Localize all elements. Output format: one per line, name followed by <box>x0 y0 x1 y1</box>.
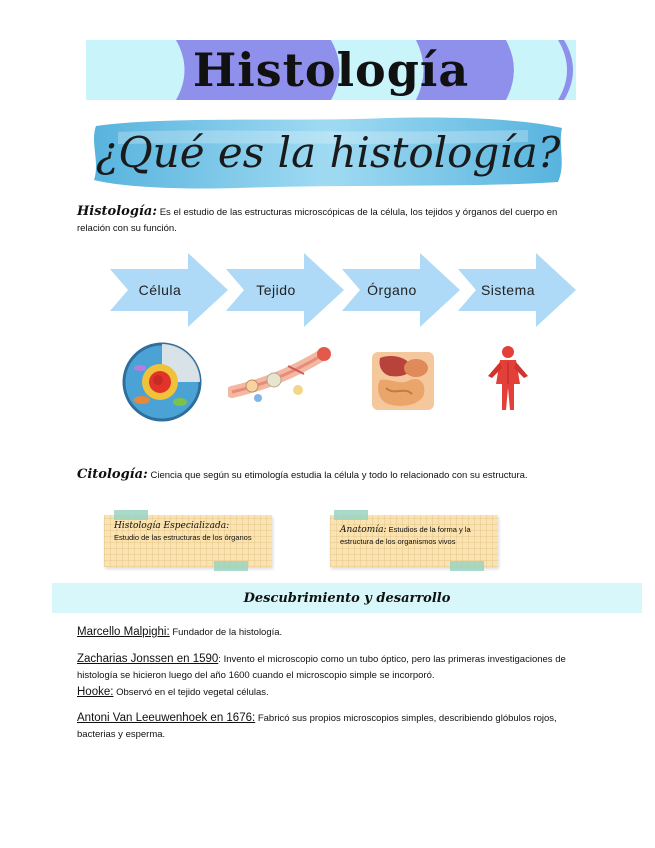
scientist-description: Fundador de la histología. <box>172 627 283 638</box>
history-entry <box>77 684 587 701</box>
arrow-label-tejido: Tejido <box>256 282 296 298</box>
history-entry <box>77 710 587 743</box>
page-title: Histología <box>192 43 470 97</box>
note-title: Anatomía: <box>340 525 387 535</box>
citologia-text: Ciencia que según su etimología estudia la célula y todo lo relacionado con su estructura. <box>150 470 528 481</box>
question-banner <box>88 112 568 192</box>
arrow-tejido <box>226 253 344 327</box>
tape-bottom <box>214 561 248 571</box>
note-body: Estudios de la forma y la estructura de los organismos vivos <box>340 525 471 546</box>
scientist-name: Antoni Van Leeuwenhoek en 1676: <box>77 712 256 724</box>
citologia-term: Citología: <box>77 467 148 482</box>
arrow-label-celula: Célula <box>138 282 182 298</box>
tissue-icon <box>228 346 338 411</box>
tape-bottom <box>450 561 484 571</box>
note-anatomia <box>330 515 498 567</box>
definition-paragraph <box>77 204 577 237</box>
organ-icon <box>370 350 436 417</box>
definition-text: Es el estudio de las estructuras microscópicas de la célula, los tejidos y órganos del cuerpo en relación con su función. <box>77 207 558 234</box>
arrow-label-sistema: Sistema <box>480 282 536 298</box>
title-banner <box>86 40 576 100</box>
note-body: Estudio de las estructuras de los órganos <box>114 533 252 542</box>
muscular-system-icon <box>484 344 532 419</box>
scientist-description: : Invento el microscopio como un tubo óptico, pero las primeras investigaciones de histología se hicieron luego del año 1600 cuando el microscopio simple se incorporó. <box>77 654 566 681</box>
history-entry <box>77 651 587 684</box>
scientist-name: Zacharias Jonssen en 1590 <box>77 653 219 665</box>
scientist-description: Observó en el tejido vegetal células. <box>116 687 269 698</box>
tape-top <box>114 510 148 520</box>
section-title: Descubrimiento y desarrollo <box>243 590 451 606</box>
note-histologia-especializada <box>104 515 272 567</box>
scientist-description: Fabricó sus propios microscopios simples, describiendo glóbulos rojos, bacterias y esperma. <box>77 713 557 740</box>
history-entry <box>77 624 587 641</box>
section-header-band <box>52 583 642 613</box>
definition-term: Histología: <box>77 204 158 219</box>
arrow-sistema <box>458 253 576 327</box>
arrow-label-organo: Órgano <box>367 282 417 298</box>
note-title: Histología Especializada: <box>114 521 230 531</box>
cell-icon <box>120 340 204 429</box>
scientist-name: Hooke: <box>77 686 114 698</box>
arrow-organo <box>342 253 460 327</box>
question-heading: ¿Qué es la histología? <box>95 127 561 177</box>
scientist-name: Marcello Malpighi: <box>77 626 170 638</box>
tape-top <box>334 510 368 520</box>
arrow-celula <box>110 253 228 327</box>
citologia-paragraph <box>77 467 597 484</box>
